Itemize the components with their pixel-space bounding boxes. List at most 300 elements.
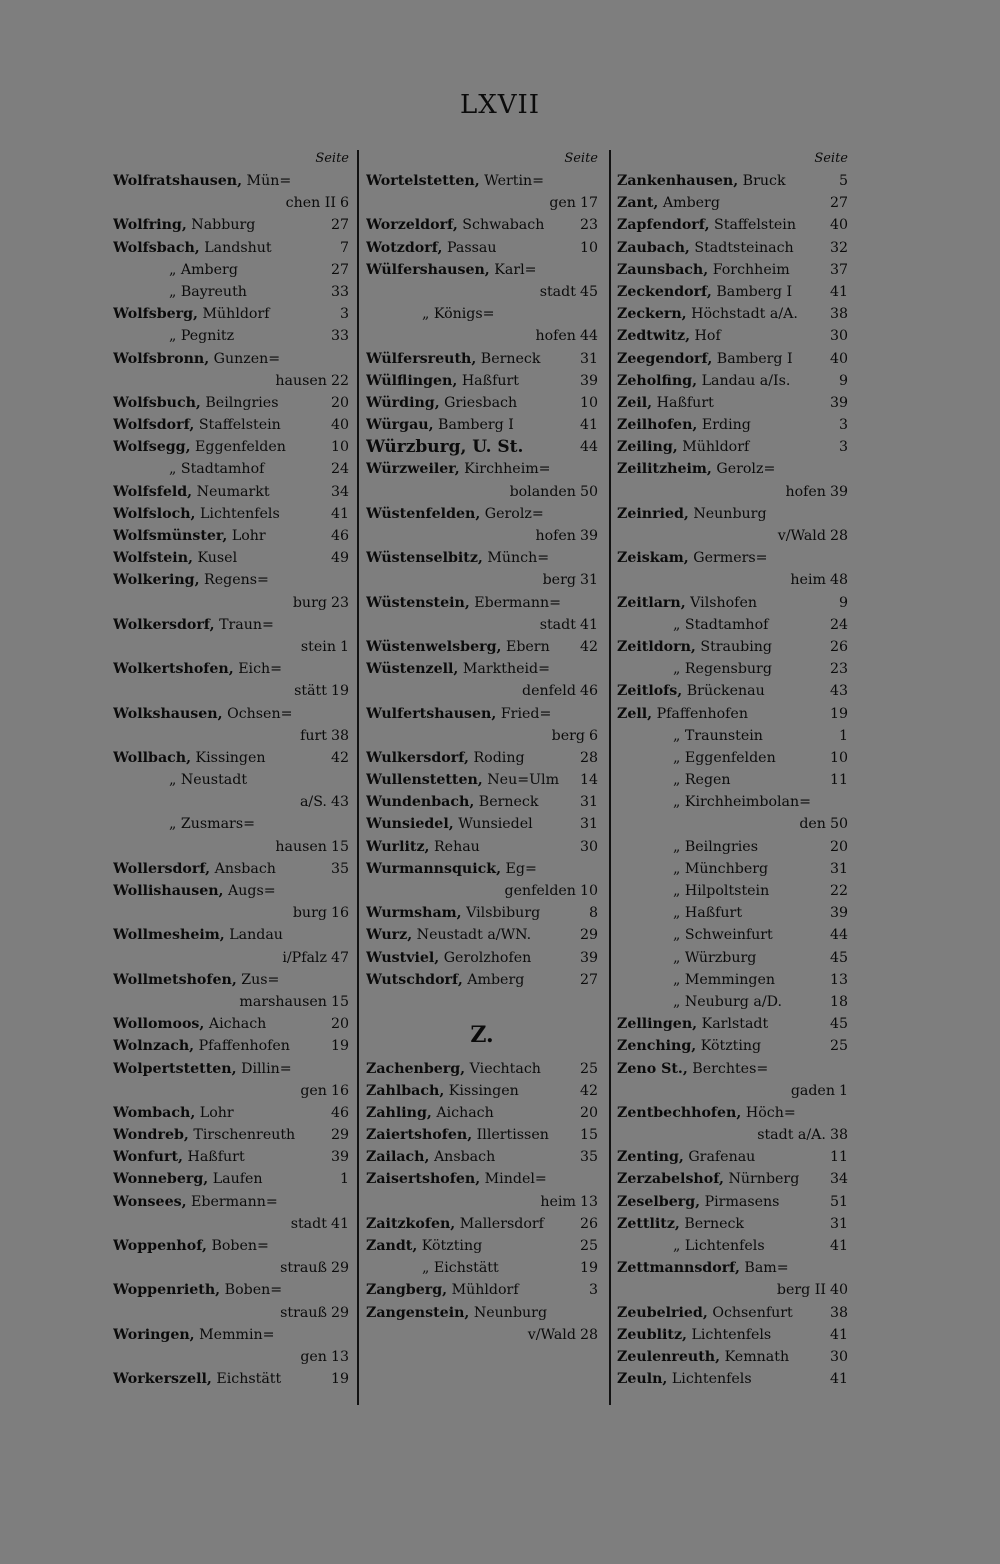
place-name: Zettmannsdorf, — [617, 1260, 740, 1277]
index-entry — [617, 636, 848, 658]
page-ref: 24 — [330, 461, 349, 478]
page-ref: 20 — [579, 1104, 598, 1121]
page-ref: 44 — [829, 927, 848, 944]
district-name: Eg= — [505, 860, 537, 877]
page-ref: 41 — [579, 417, 598, 434]
place-name: Wulfertshausen, — [366, 705, 497, 722]
index-entry — [113, 525, 349, 547]
district-name: Illertissen — [476, 1127, 549, 1144]
district-name: Nabburg — [191, 217, 256, 234]
ditto-entry — [617, 725, 848, 747]
index-entry — [113, 858, 349, 880]
ditto-text: „ Eichstätt — [422, 1260, 499, 1277]
place-name: Zandt, — [366, 1238, 418, 1255]
page-ref: 31 — [579, 350, 598, 367]
index-entry — [617, 392, 848, 414]
place-name: Wolnzach, — [113, 1038, 195, 1055]
place-name: Zaunsbach, — [617, 261, 709, 278]
page-ref: 20 — [829, 838, 848, 855]
page-ref: 20 — [330, 1016, 349, 1033]
ditto-text: „ Lichtenfels — [673, 1238, 765, 1254]
district-name: Dillin= — [241, 1060, 292, 1077]
ditto-entry — [617, 947, 848, 969]
place-name: Wonsees, — [113, 1193, 187, 1210]
district-name: Haßfurt — [461, 372, 519, 389]
continuation-text: genfelden — [504, 883, 576, 899]
place-name: Zankenhausen, — [617, 173, 739, 189]
page-ref: 38 — [829, 306, 848, 323]
ditto-entry — [617, 924, 848, 946]
place-name: Wurmannsquick, — [366, 860, 502, 877]
index-entry — [366, 348, 598, 370]
index-entry — [366, 414, 598, 436]
place-name: Zeckern, — [617, 306, 687, 323]
place-name: Worzeldorf, — [366, 217, 458, 234]
place-name: Zettlitz, — [617, 1215, 680, 1232]
place-name: Wolkertshofen, — [113, 661, 234, 678]
index-entry — [617, 1035, 848, 1057]
entry-continuation — [113, 592, 349, 614]
district-name: Karl= — [494, 261, 537, 278]
index-entry — [366, 1080, 598, 1102]
ditto-entry — [617, 614, 848, 636]
index-entry — [617, 680, 848, 702]
district-name: Kusel — [197, 550, 238, 567]
continuation-text: heim — [790, 572, 826, 589]
index-entry — [366, 170, 598, 192]
place-name: Wurlitz, — [366, 838, 430, 855]
continuation-text: marshausen — [239, 993, 327, 1010]
page-ref: 39 — [579, 528, 598, 544]
place-name: Wurz, — [366, 927, 413, 944]
index-entry — [366, 836, 598, 858]
index-entry — [617, 503, 848, 525]
page-ref: 33 — [330, 283, 349, 300]
page-ref: 11 — [829, 1149, 848, 1166]
place-name: Wulkersdorf, — [366, 749, 469, 766]
page-ref: 42 — [579, 638, 598, 655]
index-entry — [617, 1213, 848, 1235]
index-entry — [366, 370, 598, 392]
page-ref: 6 — [588, 727, 598, 744]
place-name: Zangenstein, — [366, 1304, 470, 1321]
district-name: Zus= — [241, 971, 280, 988]
index-entry — [113, 1013, 349, 1035]
place-name: Wolfstein, — [113, 550, 193, 567]
page-ref: 49 — [330, 550, 349, 567]
index-entry — [366, 1146, 598, 1168]
index-entry — [366, 769, 598, 791]
entry-continuation — [113, 836, 349, 858]
district-name: Höchstadt a/A. — [691, 306, 798, 323]
index-entry — [113, 237, 349, 259]
index-entry — [617, 1346, 848, 1368]
entry-continuation — [617, 1124, 848, 1146]
city-text: Würzburg, U. St. — [366, 437, 524, 458]
index-entry — [366, 1302, 598, 1324]
page-ref: 13 — [829, 971, 848, 988]
page-ref: 16 — [330, 905, 349, 922]
continuation-text: gen — [300, 1082, 327, 1099]
place-name: Wüstenstein, — [366, 594, 470, 611]
district-name: Mühldorf — [682, 439, 750, 456]
ditto-entry — [617, 858, 848, 880]
district-name: Landshut — [204, 239, 272, 256]
page-ref — [594, 592, 598, 614]
continuation-text: burg — [292, 594, 327, 611]
index-entry — [366, 947, 598, 969]
ditto-entry — [617, 1235, 848, 1257]
ditto-text: „ Memmingen — [673, 971, 775, 988]
place-name: Woppenrieth, — [113, 1282, 221, 1299]
page-ref: 27 — [829, 195, 848, 212]
district-name: Erding — [701, 417, 751, 434]
page-ref — [345, 1279, 349, 1301]
ditto-text: „ Regensburg — [673, 661, 772, 678]
index-entry — [617, 458, 848, 480]
index-entry — [113, 1035, 349, 1057]
district-name: Boben= — [211, 1238, 269, 1254]
index-entry — [617, 1368, 848, 1390]
place-name: Zapfendorf, — [617, 217, 710, 234]
page-ref — [594, 658, 598, 680]
district-name: Pfaffenhofen — [656, 705, 748, 722]
index-entry — [366, 392, 598, 414]
place-name: Wolkshausen, — [113, 705, 223, 722]
place-name: Wollmesheim, — [113, 927, 225, 944]
place-name: Wurmsham, — [366, 905, 462, 922]
district-name: Regens= — [204, 572, 269, 589]
place-name: Wolfsfeld, — [113, 483, 193, 500]
ditto-text: „ Münchberg — [673, 860, 769, 877]
place-name: Wonneberg, — [113, 1171, 209, 1188]
ditto-text: „ Pegnitz — [169, 328, 235, 345]
district-name: Ebern — [505, 638, 550, 655]
place-name: Workerszell, — [113, 1371, 212, 1388]
ditto-entry — [113, 458, 349, 480]
index-entry — [617, 1102, 848, 1124]
entry-continuation — [617, 813, 848, 835]
place-name: Wollbach, — [113, 749, 192, 766]
continuation-text: gen — [300, 1348, 327, 1365]
page-ref: 37 — [829, 261, 848, 278]
page-ref — [844, 547, 848, 569]
continuation-text: stadt a/A. — [757, 1127, 826, 1144]
index-entry — [366, 1168, 598, 1190]
page-ref — [345, 769, 349, 791]
entry-continuation — [366, 725, 598, 747]
page-ref: 50 — [829, 816, 848, 833]
place-name: Zeulenreuth, — [617, 1348, 721, 1365]
entry-continuation — [113, 636, 349, 658]
district-name: Ebermann= — [191, 1193, 278, 1210]
continuation-text: gaden — [790, 1082, 835, 1099]
place-name: Wondreb, — [113, 1127, 189, 1144]
index-entry — [113, 1279, 349, 1301]
page-ref: 25 — [829, 1038, 848, 1055]
page-ref: 25 — [579, 1060, 598, 1077]
district-name: Berneck — [478, 794, 539, 811]
index-entry — [113, 1124, 349, 1146]
blank-line — [366, 991, 598, 1013]
place-name: Wolfsbach, — [113, 239, 200, 256]
page-ref: 42 — [330, 749, 349, 766]
ditto-entry — [617, 969, 848, 991]
page-ref — [345, 170, 349, 192]
ditto-text: „ Haßfurt — [673, 905, 743, 922]
page-ref: 16 — [330, 1082, 349, 1099]
page-ref: 22 — [330, 372, 349, 389]
index-entry — [617, 370, 848, 392]
place-name: Woringen, — [113, 1326, 195, 1343]
continuation-text: stadt — [539, 283, 576, 300]
page-ref: 41 — [829, 1371, 848, 1388]
entry-continuation — [366, 680, 598, 702]
index-entry — [113, 503, 349, 525]
place-name: Wustviel, — [366, 949, 440, 966]
index-entry — [617, 547, 848, 569]
page-ref — [594, 703, 598, 725]
city-entry — [366, 436, 598, 458]
page-ref: 45 — [829, 1016, 848, 1033]
page-ref: 10 — [579, 883, 598, 899]
entry-continuation — [113, 680, 349, 702]
page-ref: 39 — [579, 372, 598, 389]
ditto-entry — [113, 325, 349, 347]
place-name: Wolfring, — [113, 217, 187, 234]
district-name: Pirmasens — [704, 1193, 780, 1210]
page-ref — [594, 303, 598, 325]
entry-continuation — [366, 281, 598, 303]
entry-continuation — [366, 1324, 598, 1346]
ditto-entry — [113, 769, 349, 791]
ditto-text: „ Beilngries — [673, 838, 758, 855]
index-entry — [617, 259, 848, 281]
place-name: Zeckendorf, — [617, 283, 712, 300]
index-entry — [617, 703, 848, 725]
page-ref: 50 — [579, 483, 598, 500]
district-name: Kirchheim= — [464, 461, 551, 478]
index-entry — [113, 1058, 349, 1080]
district-name: Staffelstein — [714, 217, 796, 234]
district-name: Griesbach — [444, 394, 518, 411]
page-ref: 34 — [330, 483, 349, 500]
place-name: Zaiertshofen, — [366, 1127, 473, 1144]
place-name: Wülflingen, — [366, 372, 458, 389]
page-ref: 15 — [330, 838, 349, 855]
district-name: Gerolz= — [484, 505, 544, 522]
page-ref: 3 — [339, 306, 349, 323]
page-ref: 30 — [579, 838, 598, 855]
place-name: Zeilhofen, — [617, 417, 698, 434]
page-ref: 41 — [829, 283, 848, 300]
index-entry — [366, 703, 598, 725]
index-entry — [366, 902, 598, 924]
page-ref: 31 — [829, 860, 848, 877]
ditto-text: „ Regen — [673, 772, 731, 789]
page-ref: 39 — [829, 394, 848, 411]
page-ref: 43 — [330, 794, 349, 811]
entry-continuation — [113, 947, 349, 969]
page-ref — [844, 791, 848, 813]
page-ref — [844, 458, 848, 480]
page-ref: 51 — [829, 1193, 848, 1210]
district-name: Gerolzhofen — [443, 949, 532, 966]
page-ref: 19 — [330, 1371, 349, 1388]
place-name: Wüstenfelden, — [366, 505, 481, 522]
page-ref: 40 — [829, 350, 848, 367]
district-name: Ochsen= — [227, 705, 293, 722]
place-name: Wolkersdorf, — [113, 616, 215, 633]
page-ref: 1 — [339, 638, 349, 655]
district-name: Brückenau — [686, 683, 765, 700]
index-entry — [113, 1368, 349, 1390]
page-ref: 31 — [829, 1215, 848, 1232]
index-entry — [617, 1146, 848, 1168]
place-name: Zell, — [617, 705, 653, 722]
index-entry — [617, 1168, 848, 1190]
index-entry — [113, 414, 349, 436]
district-name: Laufen — [212, 1171, 263, 1188]
district-name: Fried= — [500, 705, 552, 722]
page-ref: 34 — [829, 1171, 848, 1188]
entry-continuation — [113, 1346, 349, 1368]
index-entry — [113, 1146, 349, 1168]
continuation-text: stein — [300, 638, 336, 655]
place-name: Würzweiler, — [366, 461, 460, 478]
index-entry — [617, 348, 848, 370]
district-name: Amberg — [467, 971, 525, 988]
page-ref — [844, 503, 848, 525]
district-name: Karlstadt — [701, 1016, 769, 1033]
continuation-text: berg — [551, 727, 585, 744]
page-ref: 38 — [829, 1304, 848, 1321]
place-name: Zeiskam, — [617, 550, 689, 567]
continuation-text: chen II — [285, 195, 336, 212]
ditto-entry — [113, 259, 349, 281]
district-name: Lohr — [199, 1104, 234, 1121]
index-entry — [366, 259, 598, 281]
page-ref: 28 — [579, 1326, 598, 1343]
page-ref: 30 — [829, 1348, 848, 1365]
district-name: Boben= — [224, 1282, 283, 1299]
page-ref — [345, 614, 349, 636]
continuation-text: burg — [292, 905, 327, 922]
district-name: Marktheid= — [462, 661, 550, 678]
page-ref: 29 — [579, 927, 598, 944]
district-name: Traun= — [219, 616, 274, 633]
district-name: Kissingen — [195, 749, 266, 766]
continuation-text: denfeld — [522, 683, 576, 700]
entry-continuation — [113, 725, 349, 747]
column-divider — [357, 150, 359, 1405]
district-name: Neu=Ulm — [487, 772, 560, 789]
ditto-entry — [113, 813, 349, 835]
column-header: Seite — [315, 151, 349, 166]
page-ref — [345, 1058, 349, 1080]
continuation-text: berg II — [776, 1282, 826, 1299]
district-name: Lichtenfels — [199, 505, 280, 522]
place-name: Wullenstetten, — [366, 772, 483, 789]
index-entry — [113, 436, 349, 458]
district-name: Forchheim — [712, 261, 790, 278]
place-name: Zeuln, — [617, 1371, 668, 1388]
page-ref: 35 — [330, 860, 349, 877]
page-ref — [594, 858, 598, 880]
page-ref: 35 — [579, 1149, 598, 1166]
ditto-text: „ Zusmars= — [169, 816, 255, 833]
district-name: Aichach — [208, 1016, 267, 1033]
page-ref: 40 — [829, 1282, 848, 1299]
index-entry — [113, 392, 349, 414]
place-name: Zeilitzheim, — [617, 461, 712, 478]
page-ref — [345, 880, 349, 902]
ditto-entry — [617, 769, 848, 791]
entry-continuation — [366, 569, 598, 591]
index-entry — [617, 192, 848, 214]
ditto-text: „ Stadtamhof — [169, 461, 265, 478]
district-name: Neunburg — [693, 505, 767, 522]
page-ref: 22 — [829, 883, 848, 899]
district-name: Haßfurt — [187, 1149, 245, 1166]
district-name: Lichtenfels — [691, 1326, 772, 1343]
ditto-text: „ Traunstein — [673, 727, 763, 744]
page-ref: 20 — [330, 394, 349, 411]
index-entry — [366, 658, 598, 680]
page-ref — [844, 1257, 848, 1279]
continuation-text: bolanden — [509, 483, 576, 500]
index-entry — [366, 237, 598, 259]
district-name: Mindel= — [484, 1171, 547, 1188]
page-ref — [345, 348, 349, 370]
ditto-entry — [617, 836, 848, 858]
continuation-text: heim — [540, 1193, 576, 1210]
index-entry — [617, 414, 848, 436]
index-entry — [113, 303, 349, 325]
place-name: Zahling, — [366, 1104, 432, 1121]
page-ref: 3 — [838, 417, 848, 434]
place-name: Woppenhof, — [113, 1238, 207, 1254]
ditto-entry — [617, 902, 848, 924]
district-name: Vilsbiburg — [466, 905, 541, 922]
page-ref: 13 — [579, 1193, 598, 1210]
page-ref: 1 — [838, 727, 848, 744]
entry-continuation — [113, 1257, 349, 1279]
place-name: Wolpertstetten, — [113, 1060, 237, 1077]
district-name: Gunzen= — [213, 350, 281, 367]
page-ref: 45 — [829, 949, 848, 966]
district-name: Neustadt a/WN. — [416, 927, 532, 944]
page-ref: 41 — [330, 1215, 349, 1232]
entry-continuation — [366, 192, 598, 214]
page-ref: 19 — [829, 705, 848, 722]
district-name: Hof — [694, 328, 721, 345]
district-name: Eichstätt — [216, 1371, 282, 1388]
place-name: Zenting, — [617, 1149, 684, 1166]
place-name: Zaisertshofen, — [366, 1171, 481, 1188]
continuation-text: hausen — [275, 838, 327, 855]
page-ref: 9 — [838, 594, 848, 611]
ditto-entry — [366, 1257, 598, 1279]
district-name: Berchtes= — [692, 1060, 769, 1077]
district-name: Augs= — [228, 883, 276, 899]
ditto-text: „ Kirchheimbolan= — [673, 794, 812, 811]
continuation-text: a/S. — [299, 794, 327, 811]
district-name: Kemnath — [724, 1348, 790, 1365]
district-name: Aichach — [436, 1104, 494, 1121]
district-name: Lohr — [231, 528, 266, 544]
place-name: Zaubach, — [617, 239, 690, 256]
